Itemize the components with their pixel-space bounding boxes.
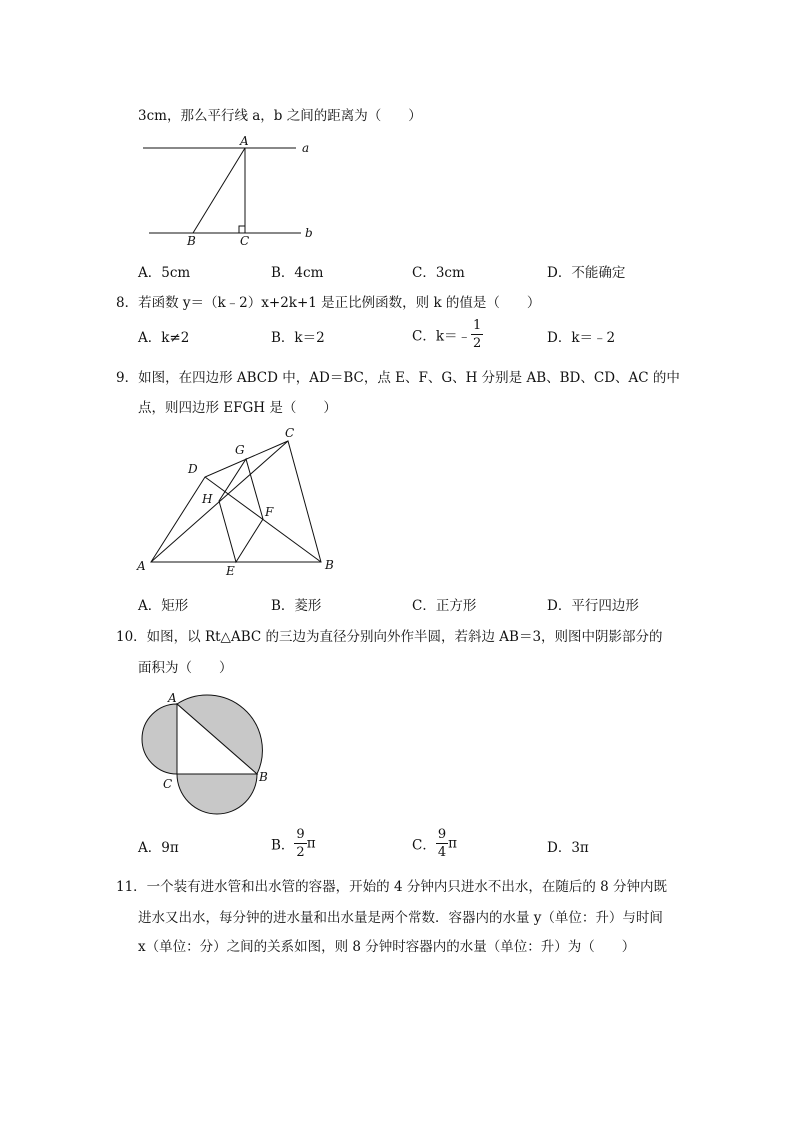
q9-label-D: D [188, 462, 198, 476]
q7-option-c: C．3cm [412, 265, 465, 281]
q8-option-c: C．k＝﹣ $\frac{1}{2}$ [412, 318, 482, 351]
q8-stem: 8．若函数 y＝（k﹣2）x+2k+1 是正比例函数，则 k 的值是（ ） [116, 295, 541, 311]
q9-label-A: A [137, 559, 146, 573]
q7-label-A: A [240, 134, 249, 148]
q8-option-d: D．k＝﹣2 [547, 330, 616, 346]
q9-option-d: D．平行四边形 [547, 598, 639, 614]
q9-label-B: B [325, 558, 334, 572]
q10-label-B: B [259, 770, 268, 784]
q10-semicircle-ac [142, 704, 177, 774]
q9-option-b: B．菱形 [271, 598, 322, 614]
q10-label-A: A [168, 691, 177, 705]
q8-option-b: B．k＝2 [271, 330, 325, 346]
q7-option-a: A．5cm [138, 265, 191, 281]
q9-label-E: E [226, 564, 235, 578]
q7-label-B: B [187, 234, 196, 248]
q10-option-c: C． $\frac{9}{4}$ π [412, 827, 457, 860]
q11-stem-line2: 进水又出水，每分钟的进水量和出水量是两个常数．容器内的水量 y（单位：升）与时间 [138, 910, 663, 926]
q7-stem-tail: 3cm，那么平行线 a，b 之间的距离为（ ） [138, 108, 422, 124]
q7-option-d: D．不能确定 [547, 265, 626, 281]
q10-label-C: C [163, 777, 173, 791]
q9-label-C: C [285, 426, 295, 440]
q7-label-a: a [302, 141, 310, 155]
q11-stem-line3: x（单位：分）之间的关系如图，则 8 分钟时容器内的水量（单位：升）为（ ） [138, 939, 636, 955]
q10-option-b: B． $\frac{9}{2}$ π [271, 827, 316, 860]
q7-option-b: B．4cm [271, 265, 324, 281]
q9-stem-line1: 9．如图，在四边形 ABCD 中，AD＝BC，点 E、F、G、H 分别是 AB、BD、CD、AC 的中 [116, 370, 680, 386]
q11-stem-line1: 11．一个装有进水管和出水管的容器，开始的 4 分钟内只进水不出水，在随后的 8 分钟内既 [116, 879, 668, 895]
q10-option-a: A．9π [138, 840, 179, 856]
q10-stem-line2: 面积为（ ） [138, 660, 233, 676]
q9-label-G: G [235, 443, 245, 457]
q9-label-F: F [265, 505, 274, 519]
q9-option-a: A．矩形 [138, 598, 189, 614]
q10-stem-line1: 10．如图，以 Rt△ABC 的三边为直径分别向外作半圆，若斜边 AB＝3，则图中阴影部分的 [116, 629, 663, 645]
q10-option-b-fraction: $\frac{9}{2}$ [296, 827, 305, 860]
q9-option-c: C．正方形 [412, 598, 477, 614]
q8-option-c-fraction: $\frac{1}{2}$ [473, 318, 482, 351]
q9-label-H: H [202, 492, 213, 506]
q8-option-a: A．k≠2 [138, 330, 190, 346]
q10-semicircle-bc [177, 774, 257, 814]
q10-option-c-fraction: $\frac{9}{4}$ [437, 827, 447, 860]
q7-label-C: C [240, 234, 250, 248]
q7-label-b: b [305, 226, 313, 240]
q10-option-d: D．3π [547, 840, 589, 856]
q9-stem-line2: 点，则四边形 EFGH 是（ ） [138, 400, 337, 416]
